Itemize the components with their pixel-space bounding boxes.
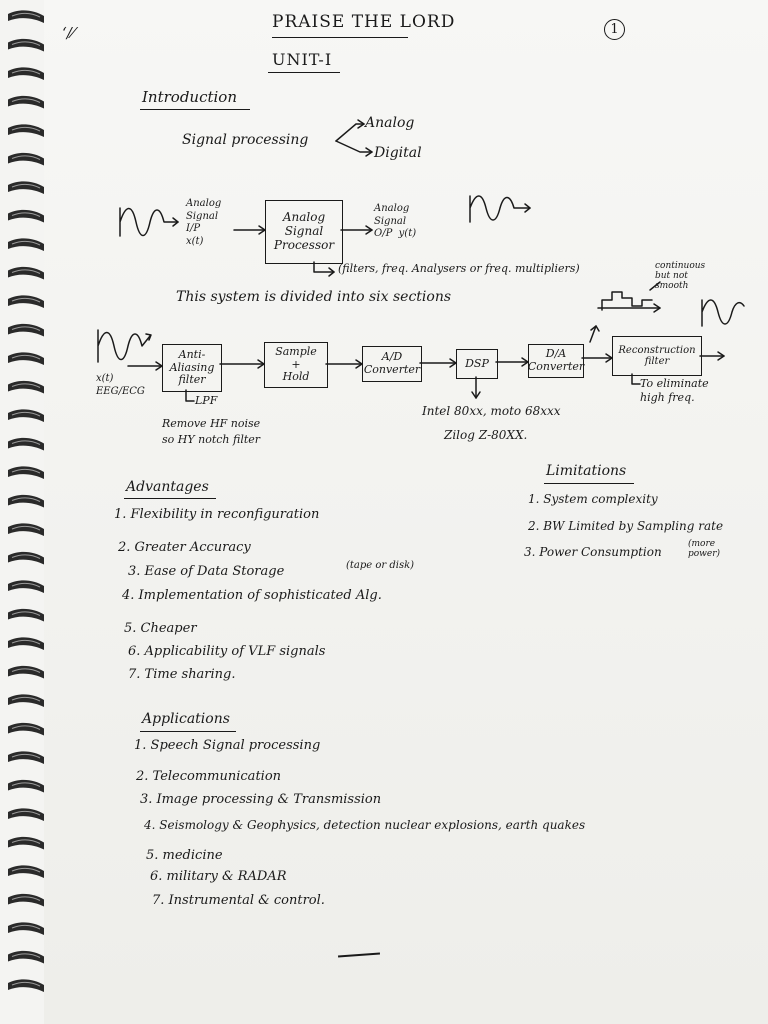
- limitation-item: 1. System complexity: [528, 492, 658, 506]
- corner-mark: ʻ/⁄: [62, 24, 75, 42]
- analog-input-label: Analog Signal I/P x(t): [186, 198, 222, 247]
- applications-heading: Applications: [142, 711, 230, 727]
- advantage-item: 4. Implementation of sophisticated Alg.: [122, 588, 382, 603]
- advantage-item: 7. Time sharing.: [128, 667, 236, 682]
- advantage-item: 3. Ease of Data Storage: [128, 564, 285, 579]
- adc-block-label: A/D Converter: [363, 350, 421, 376]
- branch-analog: Analog: [365, 115, 415, 131]
- antialias-block-label: Anti- Aliasing filter: [169, 348, 215, 387]
- advantage-item: 1. Flexibility in reconfiguration: [114, 507, 320, 522]
- recon-note-arrow: [632, 374, 640, 384]
- advantages-heading: Advantages: [126, 479, 209, 495]
- advantage-item: 6. Applicability of VLF signals: [128, 644, 326, 659]
- intro-heading: Introduction: [142, 88, 237, 106]
- staircase-note-arrow: [650, 282, 660, 290]
- limitation-item: 3. Power Consumption: [524, 545, 662, 559]
- staircase-note: continuous but not smooth: [655, 261, 706, 291]
- limitation-item: 2. BW Limited by Sampling rate: [528, 519, 724, 533]
- application-item: 1. Speech Signal processing: [134, 738, 321, 753]
- reconstruction-note: To eliminate high freq.: [640, 377, 709, 405]
- lpf-arrow: [186, 390, 194, 401]
- power-note: (more power): [688, 539, 721, 560]
- application-item: 5. medicine: [146, 848, 223, 863]
- application-item: 6. military & RADAR: [150, 869, 287, 884]
- page-number: 1: [610, 22, 619, 37]
- analog-processor-note: (filters, freq. Analysers or freq. multipliers): [338, 262, 580, 275]
- sample-hold-block-label: Sample + Hold: [275, 345, 317, 384]
- unit-heading: UNIT-I: [272, 50, 333, 69]
- chain-output-wave-icon: [702, 300, 744, 326]
- sections-sentence: This system is divided into six sections: [176, 289, 452, 305]
- dac-block-label: D/A Converter: [527, 347, 585, 373]
- advantage-item: 2. Greater Accuracy: [118, 540, 251, 555]
- analog-input-wave-icon: [120, 208, 178, 236]
- application-item: 3. Image processing & Transmission: [140, 792, 382, 807]
- signal-processing-label: Signal processing: [182, 132, 309, 148]
- antialias-note: Remove HF noise so HY notch filter: [162, 417, 261, 446]
- page-title: PRAISE THE LORD: [272, 12, 456, 32]
- storage-note: (tape or disk): [346, 560, 415, 571]
- chain-input-wave-icon: [98, 330, 150, 362]
- analog-output-wave-icon: [470, 196, 530, 222]
- chain-input-label: x(t) EEG/ECG: [96, 373, 145, 397]
- application-item: 4. Seismology & Geophysics, detection nuclear explosions, earth quakes: [144, 818, 586, 832]
- application-item: 7. Instrumental & control.: [152, 893, 325, 908]
- dsp-note-processors: Intel 80xx, moto 68xxx: [422, 404, 561, 418]
- application-item: 2. Telecommunication: [136, 769, 282, 784]
- dsp-note-zilog: Zilog Z-80XX.: [444, 428, 528, 442]
- lpf-note: LPF: [195, 394, 218, 407]
- dsp-block-label: DSP: [465, 356, 489, 370]
- branch-arrow-digital: [336, 141, 372, 152]
- limitations-heading: Limitations: [546, 463, 627, 479]
- advantage-item: 5. Cheaper: [124, 621, 197, 636]
- analog-output-label: Analog Signal O/P y(t): [374, 203, 417, 239]
- reconstruction-block-label: Reconstruction filter: [618, 344, 696, 367]
- branch-digital: Digital: [374, 145, 422, 161]
- analog-processor-label: Analog Signal Processor: [273, 210, 335, 252]
